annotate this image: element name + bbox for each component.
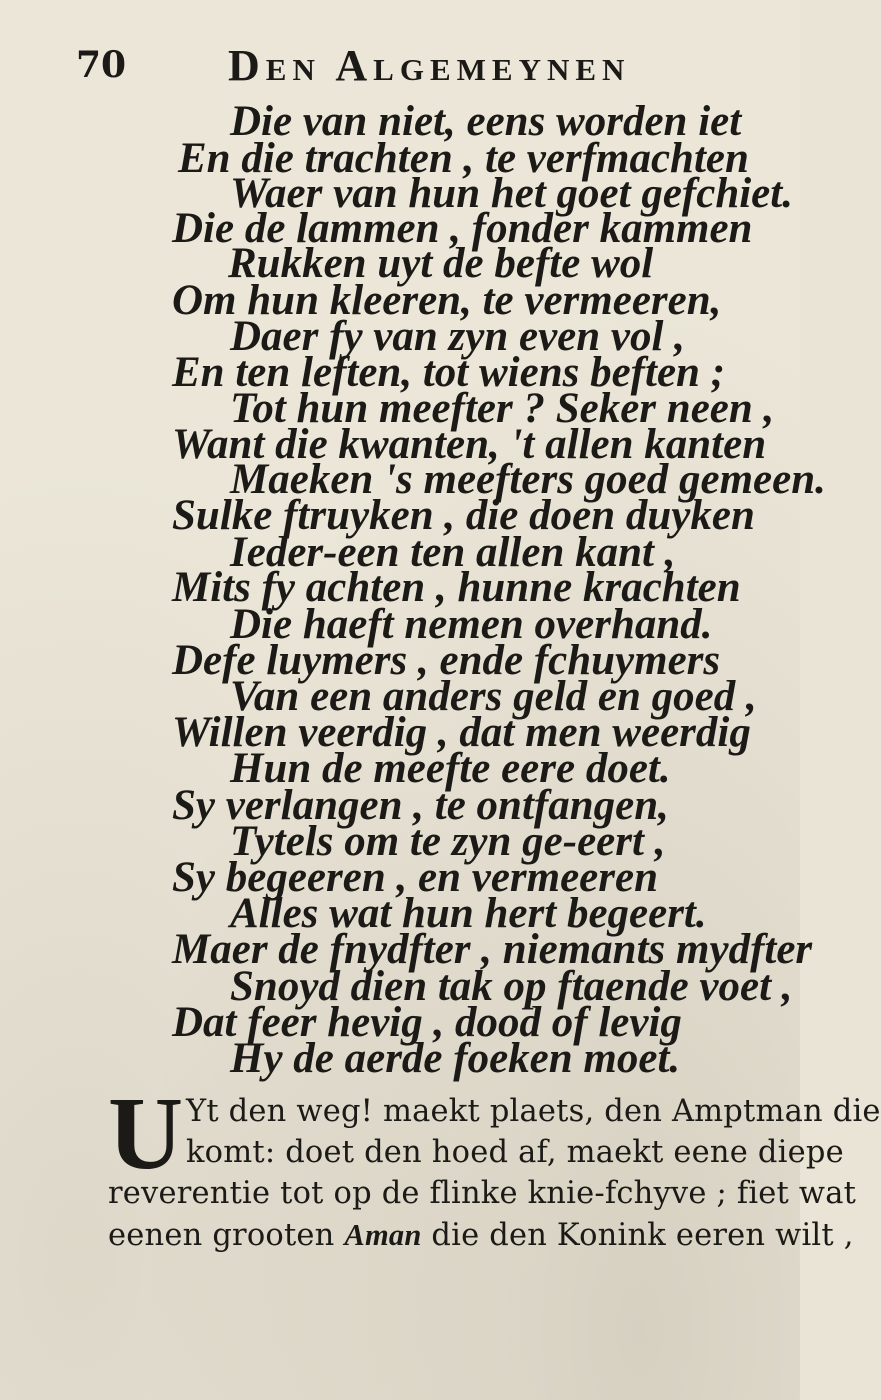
verse-line: Maer de fnydfter , niemants mydfter (172, 926, 813, 973)
prose-line (108, 1220, 854, 1252)
verse-line: Om hun kleeren, te vermeeren, (172, 277, 722, 324)
verse-line: Alles wat hun hert begeert. (230, 890, 707, 937)
prose-line: komt: doet den hoed af, maekt eene diepe (186, 1135, 844, 1170)
verse-line: Mits fy achten , hunne krachten (172, 564, 741, 611)
prose-text: die den Konink eeren wilt , (421, 1218, 854, 1253)
verse-line: Maeken 's meefters goed gemeen. (230, 456, 826, 503)
verse-line: Tytels om te zyn ge-eert , (230, 818, 666, 865)
running-title: Den Algemeynen (228, 41, 631, 90)
verse-line: Defe luymers , ende fchuymers (172, 637, 721, 684)
verse-line: Sulke ftruyken , die doen duyken (172, 492, 755, 539)
verse-line: Die de lammen , fonder kammen (172, 205, 753, 252)
prose-text: eenen grooten (108, 1218, 345, 1253)
verse-line: Dat feer hevig , dood of levig (172, 999, 682, 1046)
verse-line: Tot hun meefter ? Seker neen , (230, 385, 775, 432)
verse-line: Sy verlangen , te ontfangen, (172, 782, 669, 829)
verse-line: Die van niet, eens worden iet (230, 98, 742, 145)
prose-line: reverentie tot op de flinke knie-fchyve ; fiet wat (108, 1176, 857, 1211)
verse-line: Hun de meefte eere doet. (230, 745, 671, 792)
verse-line: En ten leften, tot wiens beften ; (172, 349, 726, 396)
verse-line: En die trachten , te verfmachten (178, 135, 749, 182)
proper-name: Aman (344, 1218, 422, 1252)
verse-line: Ieder-een ten allen kant , (230, 529, 676, 576)
verse-line: Waer van hun het goet gefchiet. (230, 170, 793, 217)
verse-line: Hy de aerde foeken moet. (230, 1035, 681, 1082)
verse-line: Sy begeeren , en vermeeren (172, 854, 658, 901)
verse-line: Daer fy van zyn even vol , (230, 313, 685, 360)
verse-line: Willen veerdig , dat men weerdig (172, 709, 751, 756)
verse-line: Die haeft nemen overhand. (230, 601, 713, 648)
verse-line: Rukken uyt de befte wol (228, 240, 654, 287)
page-number: 70 (76, 44, 127, 86)
prose-line: Yt den weg! maekt plaets, den Amptman die (186, 1094, 881, 1129)
verse-line: Want die kwanten, 't allen kanten (172, 421, 767, 468)
verse-line: Van een anders geld en goed , (230, 673, 757, 720)
drop-cap: U (108, 1076, 184, 1191)
verse-line: Snoyd dien tak op ftaende voet , (230, 963, 793, 1010)
